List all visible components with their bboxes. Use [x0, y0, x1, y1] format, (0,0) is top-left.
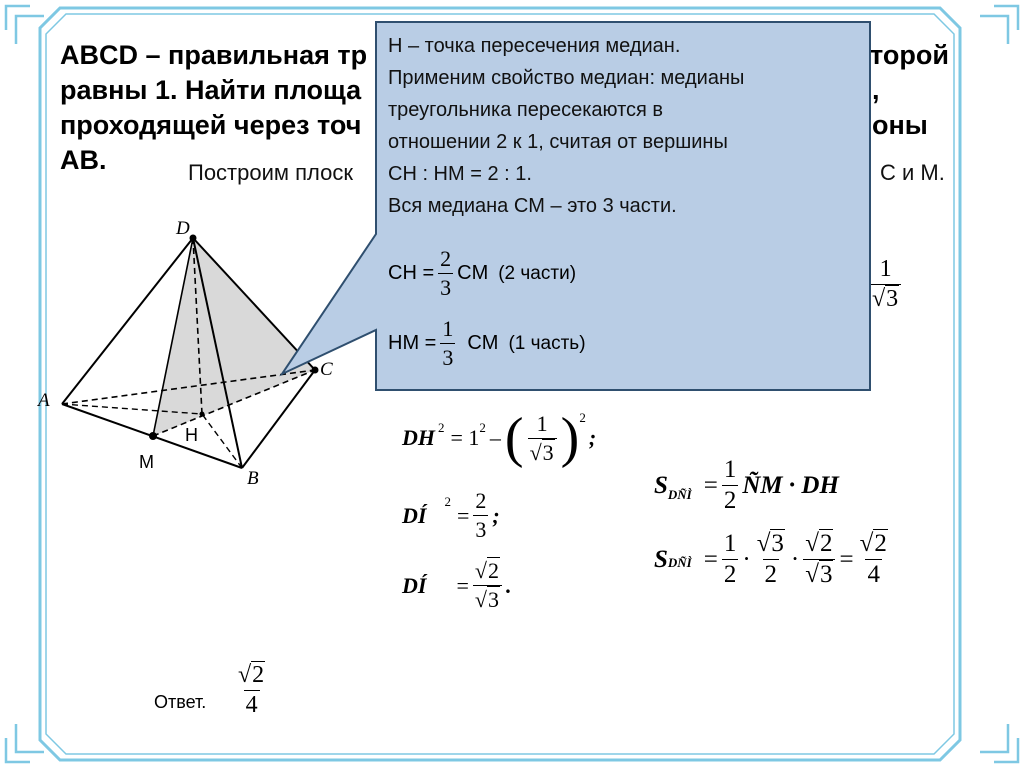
s2-f3-den-radicand: 3 — [819, 561, 833, 588]
hm-rhs: CM — [467, 332, 499, 354]
ch-note: (2 части) — [498, 262, 577, 284]
dn2-eq: = — [456, 502, 470, 528]
ch-num: 2 — [440, 246, 452, 271]
s2-res-radicand: 2 — [874, 530, 887, 557]
dn-den-radicand: 3 — [487, 587, 499, 612]
dh2-one-exp: 2 — [479, 420, 486, 435]
callout-line-6: Вся медиана CM – это 3 части. — [388, 195, 677, 217]
s1-sub: DÑÌ — [667, 487, 692, 502]
dh2-frac-num: 1 — [536, 410, 548, 436]
s2-sub: DÑÌ — [667, 555, 692, 570]
dn-eq: = — [456, 572, 469, 598]
left-paren: ( — [504, 407, 524, 469]
s2-f1-num: 1 — [723, 530, 737, 557]
hm-lhs: HM = — [388, 332, 437, 354]
callout-ch-formula — [388, 246, 576, 301]
ch-rhs: CM — [457, 262, 489, 284]
label-d: D — [176, 218, 190, 239]
callout-line-1: H – точка пересечения медиан. — [388, 35, 681, 57]
callout-line-2: Применим свойство медиан: медианы — [388, 67, 745, 89]
s2-eq-2: = — [839, 545, 854, 573]
sqrt-icon: √2 — [805, 530, 833, 557]
label-m: M — [139, 452, 154, 472]
construct-text-start: Построим плоск — [188, 160, 353, 185]
hm-fraction — [440, 316, 455, 371]
s2-lhs: S — [654, 545, 668, 573]
s1-num: 1 — [723, 456, 737, 483]
dh2-eq: = 1 — [450, 425, 480, 450]
answer-label: Ответ. — [154, 692, 207, 712]
dh2-minus: – — [489, 425, 501, 450]
dn2-num: 2 — [475, 488, 487, 513]
dh2-exp: 2 — [438, 420, 445, 435]
problem-line-3-end: оны — [872, 110, 928, 140]
sqrt-icon: √3 — [474, 587, 499, 612]
callout-line-3: треугольника пересекаются в — [388, 99, 664, 121]
dh2-frac-radicand: 3 — [542, 439, 554, 465]
sqrt-icon: √2 — [859, 530, 887, 557]
ch-fraction — [438, 246, 453, 301]
sqrt-icon: √2 — [238, 662, 265, 688]
dn-lhs: DÍ — [402, 572, 427, 598]
problem-line-3-start: проходящей через точ — [60, 110, 362, 140]
label-h: H — [185, 425, 198, 445]
right-paren: ) — [560, 407, 580, 469]
dn2-end: ; — [492, 502, 500, 528]
hm-num: 1 — [442, 316, 454, 341]
s2-dot-2: · — [790, 545, 800, 573]
s2-f1-den: 2 — [723, 561, 737, 588]
s2-eq: = — [703, 545, 718, 573]
dn2-exp: 2 — [444, 494, 451, 509]
hm-den: 3 — [442, 345, 454, 370]
s2-dot-1: · — [742, 545, 751, 573]
dn2-den: 3 — [475, 517, 487, 542]
sqrt-icon: √2 — [474, 558, 499, 583]
ch-lhs: CH = — [388, 262, 435, 284]
sqrt-icon: √3 — [756, 530, 784, 557]
sqrt-icon: √3 — [805, 561, 833, 588]
problem-line-2-start: равны 1. Найти площа — [60, 75, 362, 105]
callout-text — [388, 30, 744, 222]
answer-den: 4 — [245, 692, 258, 718]
answer-radicand: 2 — [252, 662, 265, 688]
partial-fraction-num: 1 — [879, 256, 892, 282]
s1-lhs: S — [654, 471, 668, 499]
callout-line-5: CH : HM = 2 : 1. — [388, 163, 532, 185]
callout-hm-formula — [388, 316, 586, 371]
sqrt-icon: √3 — [872, 286, 899, 312]
problem-line-4: AB. — [60, 145, 107, 175]
hm-note: (1 часть) — [508, 332, 586, 354]
s2-f2-radicand: 3 — [771, 530, 784, 557]
dn-num-radicand: 2 — [487, 558, 499, 583]
problem-line-1-end: торой — [870, 40, 949, 70]
label-c: C — [320, 359, 333, 380]
s1-eq: = — [703, 471, 718, 499]
s2-f2-den: 2 — [764, 561, 778, 588]
problem-line-2-end: , — [872, 75, 880, 105]
label-b: B — [247, 468, 259, 489]
dn2-lhs: DÍ — [402, 502, 427, 528]
label-a: A — [38, 390, 50, 411]
dn-end: . — [505, 572, 512, 598]
dh2-end: ; — [588, 425, 597, 450]
callout-line-4: отношении 2 к 1, считая от вершины — [388, 131, 728, 153]
s2-f3-num-radicand: 2 — [819, 530, 833, 557]
s2-res-den: 4 — [867, 561, 880, 588]
ch-den: 3 — [440, 275, 452, 300]
s1-den: 2 — [723, 487, 737, 514]
construct-text-end: С и М. — [880, 160, 945, 185]
partial-fraction-radicand: 3 — [886, 286, 899, 312]
sqrt-icon: √3 — [529, 439, 554, 465]
problem-line-1-start: ABCD – правильная тр — [60, 40, 368, 70]
s1-rhs: ÑM · DH — [742, 471, 839, 499]
dh2-outer-exp: 2 — [579, 410, 586, 425]
dh2-lhs: DH — [402, 425, 435, 450]
